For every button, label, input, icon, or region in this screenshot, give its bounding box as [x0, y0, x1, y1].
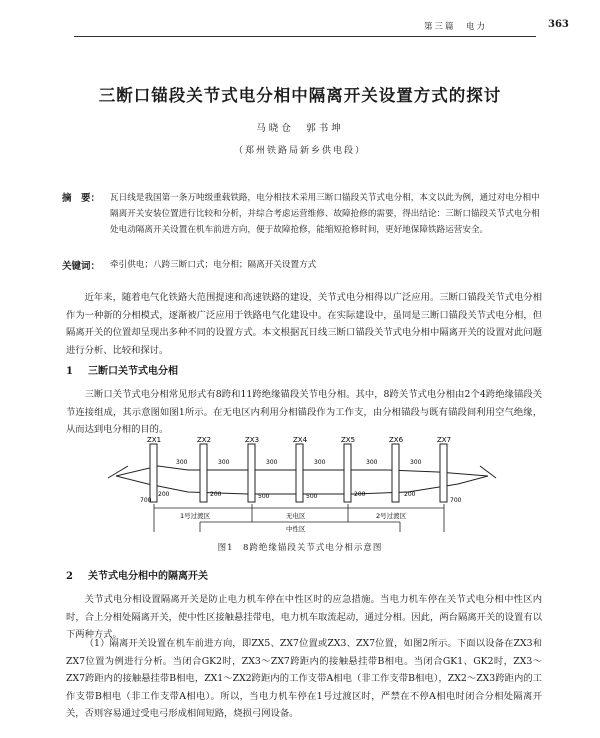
- zone-right-label: 2号过渡区: [376, 512, 407, 520]
- mast-zx3: [245, 436, 259, 502]
- section-2-paragraph-2: （1）隔离开关设置在机车前进方向，即ZX5、ZX7位置或ZX3、ZX7位置，如图2所示。下面以设备在ZX3和ZX7位置为例进行分析。当闭合GK2时，ZX3～ZX7跨距内的接触悬挂带B相电。当闭合GK1、GK2时，ZX3～ZX7跨距内的接触悬挂带B相电，ZX1～ZX2跨距内的工作支带A相电（非工作支带B相电），ZX2～ZX3跨距内的工作支带B相电（非工作支带A相电）。所以，当电力机车停在1号过渡区时，严禁在不停A相电时闭合分相处隔离开关，否则容易通过受电弓形成相间短路，烧损弓网设备。: [66, 638, 542, 719]
- upper-gap-5: 300: [366, 459, 378, 466]
- section-2-heading: [66, 567, 208, 582]
- section-1-paragraph: 三断口关节式电分相常见形式有8跨和11跨绝缘锚段关节电分相。其中，8跨关节式电分相由2个4跨绝缘锚段关节连接组成，其示意图如图1所示。在无电区内利用分相锚段作为工作支，由分相锚段与既有锚段间利用空气绝缘，从而达到电分相的目的。: [66, 389, 542, 435]
- section-2-number: 2: [66, 571, 73, 582]
- affiliation: （郑州铁路局新乡供电段）: [233, 146, 366, 156]
- zone-left-label: 1号过渡区: [180, 512, 211, 520]
- mast-zx6-label: ZX6: [389, 436, 404, 444]
- mast-zx1-label: ZX1: [147, 436, 162, 444]
- upper-gap-3: 300: [266, 459, 278, 466]
- section-2-paragraph-1: 关节式电分相设置隔离开关是防止电力机车停在中性区时的应急措施。当电力机车停在关节式电分相中性区内时，合上分相处隔离开关，使中性区接触悬挂带电，电力机车取流起动，通过分相。因此，两台隔离开关的设置有以下两种方式。: [66, 594, 542, 640]
- mast-zx7-label: ZX7: [437, 436, 452, 444]
- mast-zx5-label: ZX5: [341, 436, 356, 444]
- section-1-number: 1: [66, 366, 73, 377]
- zone-center-label: 无电区: [286, 512, 306, 520]
- authors: 马晓仓 郭书坤: [256, 123, 344, 134]
- section-1-heading: [66, 362, 178, 377]
- page-number: 363: [548, 19, 569, 30]
- figure-1-caption: 图1 8跨绝缘锚段关节式电分相示意图: [217, 543, 383, 553]
- mast-zx5: [341, 436, 355, 502]
- keywords-label: 关键词：: [62, 261, 101, 272]
- upper-gap-1: 300: [176, 459, 188, 466]
- mast-zx2-label: ZX2: [197, 436, 212, 444]
- upper-gap-2: 300: [218, 459, 230, 466]
- lower-gap-4: 500: [306, 493, 318, 500]
- figure-1-diagram: [88, 436, 518, 536]
- running-header-chapter: 第三篇 电力: [424, 22, 488, 32]
- end-gap-left: 700: [140, 497, 152, 504]
- abstract-text: 瓦日线是我国第一条万吨级重载铁路，电分相技术采用三断口锚段关节式电分相，本文以此为例，通过对电分相中隔离开关安装位置进行比较和分析，并综合考虑运营维修、故障抢修的需要，得出结论：三断口锚段关节式电分相处电动隔离开关设置在机车前进方向，便于故障抢修，能缩短抢修时间，更好地保障铁路运营安全。: [110, 193, 540, 235]
- zone-neutral-label: 中性区: [286, 525, 306, 533]
- mast-zx3-label: ZX3: [245, 436, 260, 444]
- section-1-title: 三断口关节式电分相: [88, 366, 178, 377]
- upper-gap-4: 300: [314, 459, 326, 466]
- mast-zx7: [437, 436, 451, 502]
- lower-gap-6: 200: [404, 491, 416, 498]
- lower-gap-1: 200: [158, 491, 170, 498]
- lower-gap-2: 200: [210, 491, 222, 498]
- upper-gap-6: 300: [410, 459, 422, 466]
- lower-gap-5: 200: [354, 491, 366, 498]
- end-gap-right: 700: [450, 497, 462, 504]
- lower-gap-3: 500: [258, 493, 270, 500]
- paper-title: 三断口锚段关节式电分相中隔离开关设置方式的探讨: [98, 86, 502, 105]
- mast-zx4-label: ZX4: [293, 436, 308, 444]
- header-rule: [74, 36, 536, 37]
- abstract-label: 摘 要：: [62, 193, 101, 204]
- section-2-title: 关节式电分相中的隔离开关: [88, 571, 208, 582]
- intro-paragraph: 近年来，随着电气化铁路大范围提速和高速铁路的建设，关节式电分相得以广泛应用。三断口锚段关节式电分相作为一种新的分相模式，逐渐被广泛应用于铁路电气化建设中。在实际建设中，虽同是三断口锚段关节式电分相，但隔离开关的位置却呈现出多种不同的设置方式。本文根据瓦日线三断口锚段关节式电分相中隔离开关的设置对此问题进行分析、比较和探讨。: [66, 292, 542, 356]
- keywords-text: 牵引供电；八跨三断口式；电分相；隔离开关设置方式: [110, 260, 317, 270]
